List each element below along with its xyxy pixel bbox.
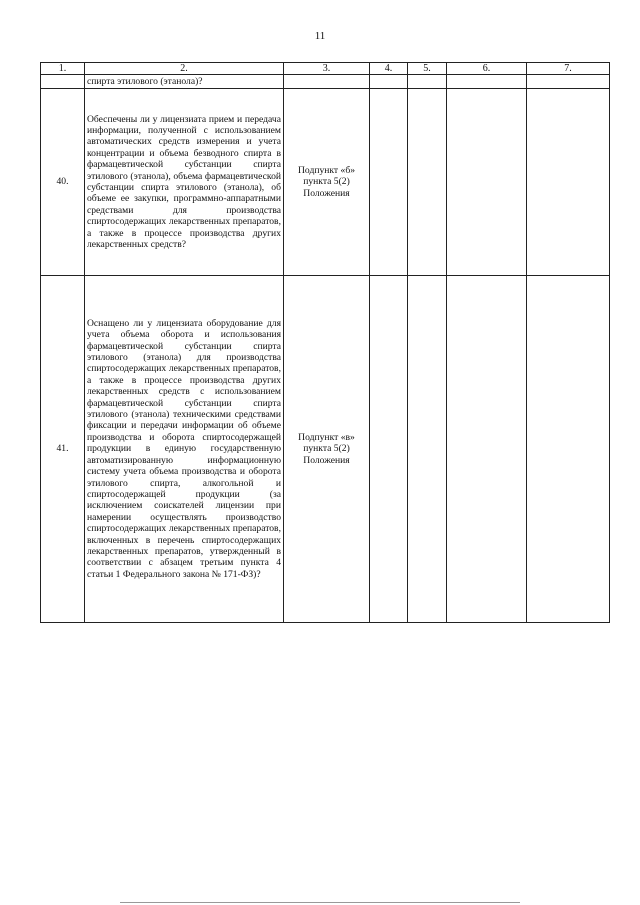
- answer-cell: [527, 75, 610, 89]
- answer-cell: [408, 75, 447, 89]
- table-row: [41, 276, 610, 623]
- answer-cell: [370, 276, 408, 623]
- answer-cell: [447, 89, 527, 276]
- question-text: спирта этилового (этанола)?: [85, 75, 284, 89]
- checklist-table: [40, 62, 610, 623]
- answer-cell: [447, 75, 527, 89]
- page-number: 11: [314, 30, 326, 42]
- column-header: 7.: [527, 63, 610, 75]
- row-number: 40.: [41, 89, 85, 276]
- row-number: 41.: [41, 276, 85, 623]
- row-number: [41, 75, 85, 89]
- table-row: [41, 89, 610, 276]
- answer-cell: [527, 276, 610, 623]
- table-row: [41, 75, 610, 89]
- answer-cell: [370, 89, 408, 276]
- answer-cell: [370, 75, 408, 89]
- reference-text: Подпункт «б» пункта 5(2) Положения: [284, 89, 370, 276]
- column-header: 4.: [370, 63, 408, 75]
- reference-text: Подпункт «в» пункта 5(2) Положения: [284, 276, 370, 623]
- page-bottom-rule: [120, 902, 520, 903]
- answer-cell: [447, 276, 527, 623]
- answer-cell: [408, 89, 447, 276]
- question-text: Обеспечены ли у лицензиата прием и передача информации, полученной с использованием автоматических средств измерения и учета концентрации и объема безводного спирта в фармацевтической субстанции спирта этилового (этанола), объема фармацевтической субстанции спирта этилового (этанола), об объеме ее закупки, программно-аппаратными средствами для производства спиртосодержащих лекарственных препаратов, а также в процессе производства других лекарственных средств?: [85, 89, 284, 276]
- answer-cell: [527, 89, 610, 276]
- column-header: 3.: [284, 63, 370, 75]
- column-header: 6.: [447, 63, 527, 75]
- reference-text: [284, 75, 370, 89]
- column-header: 2.: [85, 63, 284, 75]
- answer-cell: [408, 276, 447, 623]
- column-header: 5.: [408, 63, 447, 75]
- header-row: [41, 63, 610, 75]
- column-header: 1.: [41, 63, 85, 75]
- question-text: Оснащено ли у лицензиата оборудование для учета объема оборота и использования фармацевтической субстанции спирта этилового (этанола) для производства спиртосодержащих лекарственных препаратов, а также в процессе производства других лекарственных средств с использованием фармацевтической субстанции спирта этилового (этанола) техническими средствами фиксации и передачи информации об объеме производства и оборота спиртосодержащей продукции в единую государственную автоматизированную информационную систему учета объема производства и оборота этилового спирта, алкогольной и спиртосодержащей продукции (за исключением соискателей лицензии при намерении осуществлять производство спиртосодержащих лекарственных препаратов, включенных в перечень спиртосодержащих лекарственных препаратов, утвержденный в соответствии с абзацем третьим пункта 4 статьи 1 Федерального закона № 171-ФЗ)?: [85, 276, 284, 623]
